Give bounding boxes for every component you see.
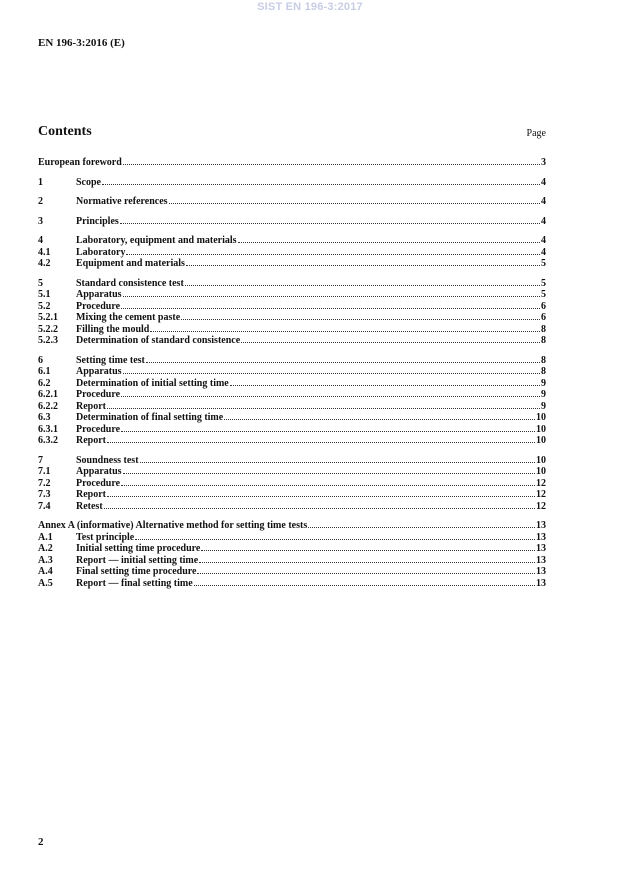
toc-entry-title: Equipment and materials xyxy=(76,258,185,269)
toc-entry[interactable] xyxy=(38,234,546,246)
toc-entry-page: 9 xyxy=(541,377,546,389)
toc-entry-number: 6.2.1 xyxy=(38,389,58,400)
toc-dot-leader xyxy=(107,488,535,497)
contents-title: Contents xyxy=(38,124,92,139)
toc-entry[interactable] xyxy=(38,288,546,300)
toc-entry-page: 10 xyxy=(536,435,546,446)
toc-entry-title: Annex A (informative) Alternative method for setting time tests xyxy=(38,520,308,531)
toc-entry-number: 7.2 xyxy=(38,477,51,489)
toc-entry-title: Report xyxy=(76,400,106,412)
toc-entry-title: Mixing the cement paste xyxy=(76,312,181,323)
toc-dot-leader xyxy=(146,354,540,363)
toc-entry-page: 8 xyxy=(541,335,546,346)
toc-entry-title: Initial setting time procedure xyxy=(76,543,201,554)
toc-entry-page: 13 xyxy=(536,554,546,566)
toc-dot-leader xyxy=(308,519,535,528)
toc-entry-page: 10 xyxy=(536,412,546,423)
toc-entry-number: 6.1 xyxy=(38,366,51,377)
toc-entry-number: 6.3.1 xyxy=(38,423,58,435)
toc-entry-title: European foreword xyxy=(38,157,122,168)
toc-entry-number: 4.2 xyxy=(38,258,51,269)
toc-entry-page: 5 xyxy=(541,277,546,289)
toc-entry[interactable] xyxy=(38,277,546,289)
toc-entry-title: Principles xyxy=(76,215,119,227)
toc-entry-page: 6 xyxy=(541,300,546,312)
toc-entry-page: 10 xyxy=(536,454,546,466)
toc-entry-page: 5 xyxy=(541,289,546,300)
toc-entry-title: Report — initial setting time xyxy=(76,554,199,566)
toc-entry[interactable] xyxy=(38,388,546,400)
toc-entry-page: 12 xyxy=(536,500,546,512)
toc-entry-page: 10 xyxy=(536,466,546,477)
toc-dot-leader xyxy=(135,531,535,540)
toc-dot-leader xyxy=(102,176,540,185)
toc-entry[interactable] xyxy=(38,519,546,531)
toc-entry-title: Filling the mould xyxy=(76,323,150,335)
toc-entry-page: 13 xyxy=(536,531,546,543)
table-of-contents xyxy=(38,156,546,588)
page-number: 2 xyxy=(38,836,44,848)
toc-entry[interactable] xyxy=(38,246,546,258)
toc-dot-leader xyxy=(230,377,540,386)
toc-entry-page: 12 xyxy=(536,489,546,500)
toc-entry[interactable] xyxy=(38,377,546,389)
toc-entry-number: 5.2.2 xyxy=(38,323,58,335)
toc-entry-number: 7.1 xyxy=(38,466,51,477)
toc-dot-leader xyxy=(140,454,535,463)
toc-entry-title: Report xyxy=(76,489,106,500)
toc-entry-number: 5.1 xyxy=(38,289,51,300)
toc-entry-title: Laboratory xyxy=(76,246,126,258)
toc-entry-number: 5.2.3 xyxy=(38,335,58,346)
toc-entry-title: Setting time test xyxy=(76,354,145,366)
toc-dot-leader xyxy=(107,434,535,443)
toc-entry[interactable] xyxy=(38,465,546,477)
toc-entry-title: Apparatus xyxy=(76,289,122,300)
toc-entry-page: 13 xyxy=(536,520,546,531)
toc-entry-number: 5.2.1 xyxy=(38,312,58,323)
toc-dot-leader xyxy=(123,288,540,297)
toc-entry-number: 6.3.2 xyxy=(38,435,58,446)
toc-dot-leader xyxy=(121,300,540,309)
toc-entry-number: 5.2 xyxy=(38,300,51,312)
toc-dot-leader xyxy=(123,365,540,374)
toc-entry-page: 13 xyxy=(536,577,546,589)
toc-entry-page: 12 xyxy=(536,477,546,489)
toc-entry-title: Retest xyxy=(76,500,103,512)
toc-dot-leader xyxy=(181,311,540,320)
page-column-header: Page xyxy=(526,128,546,139)
toc-entry-page: 8 xyxy=(541,366,546,377)
toc-dot-leader xyxy=(201,542,535,551)
toc-entry[interactable] xyxy=(38,311,546,323)
toc-entry-title: Test principle xyxy=(76,531,135,543)
toc-entry-title: Apparatus xyxy=(76,466,122,477)
toc-entry-number: A.1 xyxy=(38,531,53,543)
toc-entry[interactable] xyxy=(38,500,546,512)
toc-entry-page: 3 xyxy=(541,157,546,168)
toc-dot-leader xyxy=(197,565,535,574)
toc-entry[interactable] xyxy=(38,176,546,188)
toc-dot-leader xyxy=(169,195,540,204)
toc-entry-title: Procedure xyxy=(76,300,121,312)
toc-entry[interactable] xyxy=(38,423,546,435)
toc-entry[interactable] xyxy=(38,477,546,489)
toc-entry[interactable] xyxy=(38,542,546,554)
toc-entry[interactable] xyxy=(38,411,546,423)
toc-dot-leader xyxy=(150,323,540,332)
toc-entry-title: Report — final setting time xyxy=(76,577,193,589)
toc-dot-leader xyxy=(238,234,540,243)
toc-entry-number: 5 xyxy=(38,277,43,289)
toc-entry-title: Report xyxy=(76,435,106,446)
toc-entry-page: 13 xyxy=(536,543,546,554)
toc-entry[interactable] xyxy=(38,434,546,446)
toc-entry-number: 4.1 xyxy=(38,246,51,258)
toc-entry-title: Normative references xyxy=(76,196,168,207)
toc-entry-page: 4 xyxy=(541,176,546,188)
toc-entry-page: 4 xyxy=(541,215,546,227)
toc-entry-title: Procedure xyxy=(76,477,121,489)
toc-dot-leader xyxy=(120,215,540,224)
toc-entry-number: 1 xyxy=(38,176,43,188)
toc-entry[interactable] xyxy=(38,300,546,312)
toc-dot-leader xyxy=(123,156,540,165)
toc-entry-page: 9 xyxy=(541,389,546,400)
toc-entry[interactable] xyxy=(38,554,546,566)
toc-entry-number: 3 xyxy=(38,215,43,227)
toc-entry-title: Apparatus xyxy=(76,366,122,377)
toc-entry[interactable] xyxy=(38,257,546,269)
toc-entry-number: 6 xyxy=(38,354,43,366)
toc-dot-leader xyxy=(194,577,535,586)
toc-entry[interactable] xyxy=(38,156,546,168)
toc-dot-leader xyxy=(199,554,535,563)
toc-entry-page: 4 xyxy=(541,196,546,207)
toc-entry-number: A.2 xyxy=(38,543,53,554)
toc-dot-leader xyxy=(185,277,540,286)
toc-dot-leader xyxy=(126,246,540,255)
toc-entry-page: 13 xyxy=(536,566,546,577)
toc-dot-leader xyxy=(121,388,540,397)
toc-dot-leader xyxy=(123,465,535,474)
toc-entry-number: A.3 xyxy=(38,554,53,566)
toc-dot-leader xyxy=(104,500,535,509)
toc-entry[interactable] xyxy=(38,488,546,500)
toc-entry[interactable] xyxy=(38,531,546,543)
toc-entry-page: 6 xyxy=(541,312,546,323)
toc-entry-page: 10 xyxy=(536,423,546,435)
toc-entry-title: Determination of standard consistence xyxy=(76,335,241,346)
toc-entry[interactable] xyxy=(38,454,546,466)
toc-entry-page: 4 xyxy=(541,246,546,258)
toc-dot-leader xyxy=(121,477,535,486)
document-id: EN 196-3:2016 (E) xyxy=(38,37,125,49)
toc-entry-page: 5 xyxy=(541,258,546,269)
toc-entry-title: Procedure xyxy=(76,423,121,435)
toc-entry-title: Laboratory, equipment and materials xyxy=(76,235,237,246)
toc-entry[interactable] xyxy=(38,577,546,589)
toc-entry-page: 9 xyxy=(541,400,546,412)
toc-entry[interactable] xyxy=(38,195,546,207)
toc-entry-number: 7 xyxy=(38,454,43,466)
toc-entry-number: A.5 xyxy=(38,577,53,589)
toc-entry[interactable] xyxy=(38,365,546,377)
toc-entry-number: 7.3 xyxy=(38,489,51,500)
toc-entry-title: Determination of final setting time xyxy=(76,412,224,423)
toc-entry[interactable] xyxy=(38,354,546,366)
toc-entry[interactable] xyxy=(38,565,546,577)
toc-entry-title: Soundness test xyxy=(76,454,139,466)
toc-entry-title: Procedure xyxy=(76,389,121,400)
toc-entry-number: A.4 xyxy=(38,566,53,577)
toc-entry-title: Final setting time procedure xyxy=(76,566,197,577)
toc-entry-page: 8 xyxy=(541,323,546,335)
toc-entry-number: 4 xyxy=(38,235,43,246)
toc-dot-leader xyxy=(121,423,535,432)
toc-entry-title: Standard consistence test xyxy=(76,277,184,289)
toc-entry[interactable] xyxy=(38,400,546,412)
toc-entry-number: 2 xyxy=(38,196,43,207)
toc-entry-title: Scope xyxy=(76,176,101,188)
toc-entry-title: Determination of initial setting time xyxy=(76,377,229,389)
toc-entry-page: 4 xyxy=(541,235,546,246)
toc-dot-leader xyxy=(107,400,540,409)
toc-dot-leader xyxy=(186,257,540,266)
toc-dot-leader xyxy=(224,411,535,420)
toc-entry-number: 6.2.2 xyxy=(38,400,58,412)
toc-entry[interactable] xyxy=(38,323,546,335)
toc-entry[interactable] xyxy=(38,215,546,227)
toc-entry-number: 6.2 xyxy=(38,377,51,389)
toc-entry[interactable] xyxy=(38,334,546,346)
toc-entry-page: 8 xyxy=(541,354,546,366)
watermark: SIST EN 196-3:2017 xyxy=(257,1,363,13)
toc-entry-number: 6.3 xyxy=(38,412,51,423)
toc-dot-leader xyxy=(241,334,540,343)
toc-entry-number: 7.4 xyxy=(38,500,51,512)
